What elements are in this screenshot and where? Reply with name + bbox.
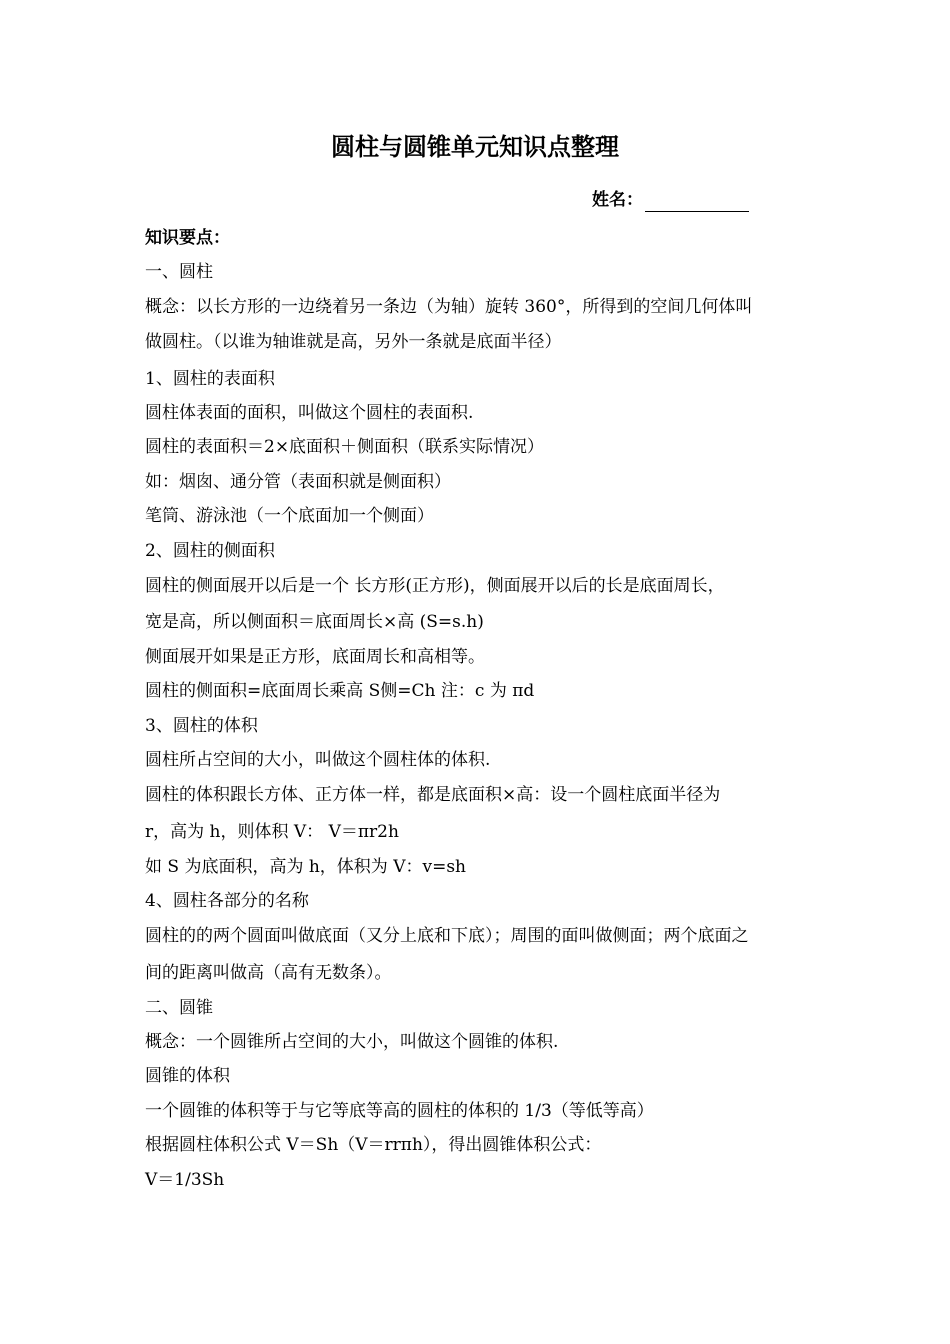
text-line: 3、圆柱的体积 bbox=[145, 716, 258, 736]
text-line: 1、圆柱的表面积 bbox=[145, 369, 275, 389]
text-line: 间的距离叫做高（高有无数条）。 bbox=[145, 963, 392, 983]
text-line: 侧面展开如果是正方形，底面周长和高相等。 bbox=[145, 647, 485, 667]
text-line: 圆柱的侧面积=底面周长乘高 S侧=Ch 注：c 为 πd bbox=[145, 681, 535, 701]
text-line: 做圆柱。（以谁为轴谁就是高，另外一条就是底面半径） bbox=[145, 332, 562, 352]
text-line: 根据圆柱体积公式 V＝Sh（V＝rrπh），得出圆锥体积公式： bbox=[145, 1135, 602, 1155]
text-line: 概念：以长方形的一边绕着另一条边（为轴）旋转 360°，所得到的空间几何体叫 bbox=[145, 297, 753, 317]
text-line: 笔筒、游泳池（一个底面加一个侧面） bbox=[145, 506, 434, 526]
text-line: 如 S 为底面积，高为 h，体积为 V：v=sh bbox=[145, 857, 467, 877]
text-line: 如：烟囱、通分管（表面积就是侧面积） bbox=[145, 472, 451, 492]
name-field-row bbox=[592, 188, 749, 212]
name-label: 姓名： bbox=[592, 190, 643, 210]
page-title: 圆柱与圆锥单元知识点整理 bbox=[331, 133, 619, 161]
name-blank-line bbox=[645, 192, 749, 212]
section-heading-key-points: 知识要点： bbox=[145, 228, 230, 248]
text-line: V＝1/3Sh bbox=[145, 1170, 225, 1190]
text-line: 圆柱的表面积＝2×底面积＋侧面积（联系实际情况） bbox=[145, 437, 545, 457]
text-line: 一、圆柱 bbox=[145, 262, 213, 282]
text-line: 概念：一个圆锥所占空间的大小，叫做这个圆锥的体积. bbox=[145, 1032, 559, 1052]
text-line: r，高为 h，则体积 V： V＝πr2h bbox=[145, 822, 399, 842]
text-line: 宽是高，所以侧面积＝底面周长×高 (S=s.h) bbox=[145, 612, 484, 632]
text-line: 圆柱的体积跟长方体、正方体一样，都是底面积×高：设一个圆柱底面半径为 bbox=[145, 785, 721, 805]
text-line: 二、圆锥 bbox=[145, 998, 213, 1018]
text-line: 圆锥的体积 bbox=[145, 1066, 230, 1086]
text-line: 圆柱体表面的面积，叫做这个圆柱的表面积. bbox=[145, 403, 474, 423]
text-line: 2、圆柱的侧面积 bbox=[145, 541, 275, 561]
text-line: 圆柱的侧面展开以后是一个 长方形(正方形)，侧面展开以后的长是底面周长， bbox=[145, 576, 725, 596]
text-line: 圆柱的的两个圆面叫做底面（又分上底和下底）；周围的面叫做侧面；两个底面之 bbox=[145, 926, 749, 946]
text-line: 4、圆柱各部分的名称 bbox=[145, 891, 309, 911]
text-line: 圆柱所占空间的大小，叫做这个圆柱体的体积. bbox=[145, 750, 491, 770]
text-line: 一个圆锥的体积等于与它等底等高的圆柱的体积的 1/3（等低等高） bbox=[145, 1101, 654, 1121]
